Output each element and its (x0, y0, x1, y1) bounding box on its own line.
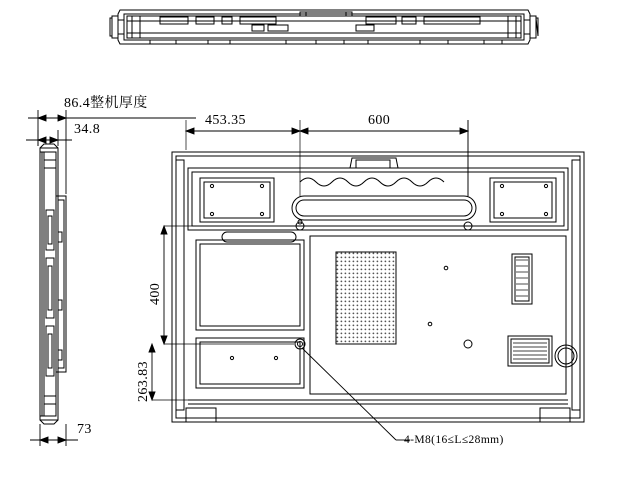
dim-label-depth-upper: 34.8 (74, 122, 101, 137)
top-view (110, 10, 538, 44)
annotation-mounting-holes: 4-M8(16≤L≤28mm) (404, 434, 504, 446)
dim-label-width-600: 600 (368, 113, 391, 128)
dim-label-width-453: 453.35 (205, 113, 246, 128)
vent-perforation (336, 252, 396, 344)
side-view (40, 144, 66, 424)
dim-label-height-263: 263.83 (136, 361, 151, 402)
vent-lines (513, 260, 547, 359)
dim-label-bottom-offset: 73 (77, 422, 92, 437)
dim-label-height-400: 400 (148, 282, 163, 305)
dim-bottom-offset (30, 424, 78, 446)
dim-label-thickness-total: 86.4整机厚度 (64, 96, 148, 111)
